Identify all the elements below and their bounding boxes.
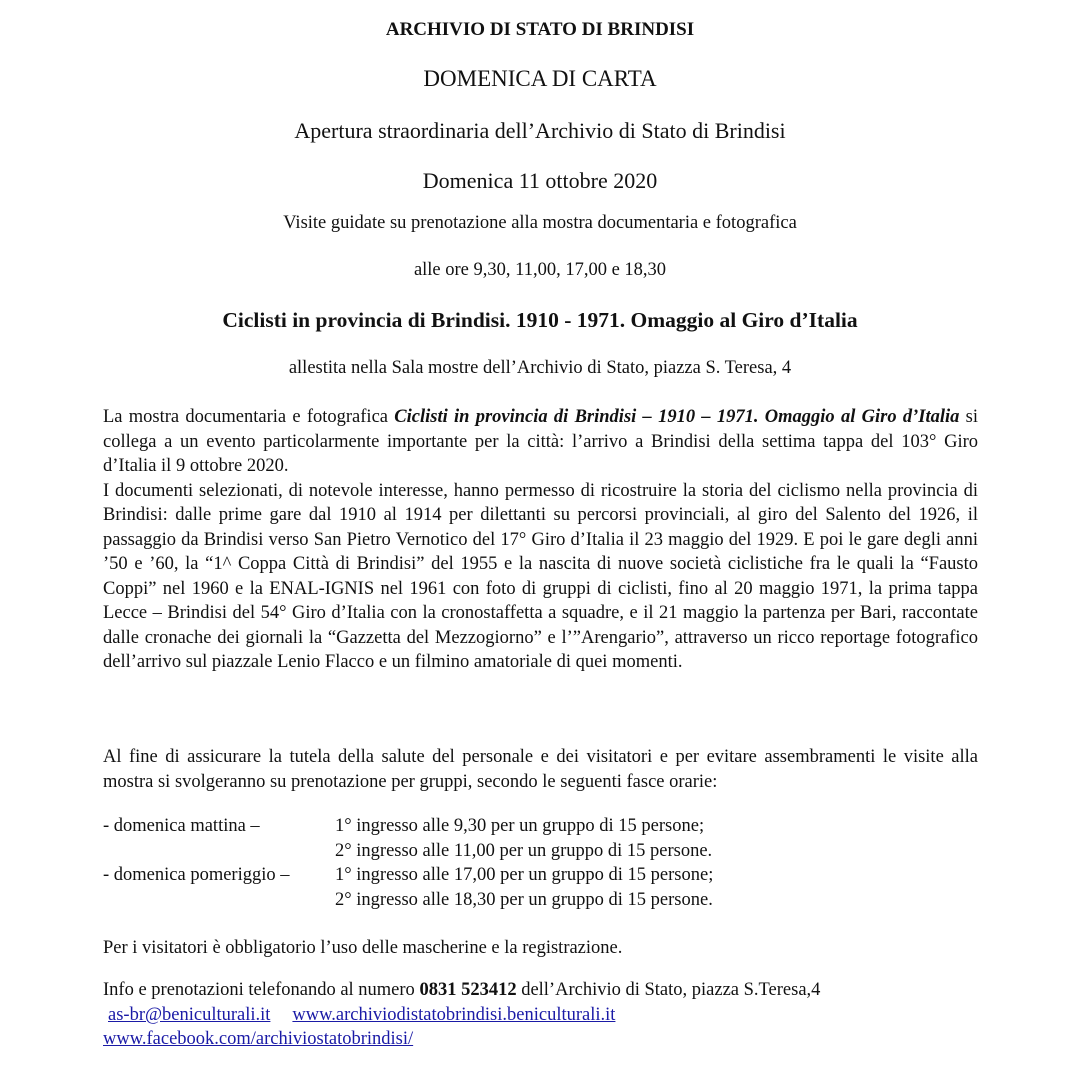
- schedule-entry: 2° ingresso alle 18,30 per un gruppo di 15 persone.: [335, 889, 713, 910]
- event-title: DOMENICA DI CARTA: [423, 66, 657, 91]
- schedule-entry: 2° ingresso alle 11,00 per un gruppo di 15 persone.: [335, 840, 713, 861]
- history-paragraph: I documenti selezionati, di notevole interesse, hanno permesso di ricostruire la storia del ciclismo nella provincia di Brindisi: dalle prime gare dal 1910 al 1914 per dilettanti su percorsi provinciali, al giro del Salento del 1926, il passaggio da Brindisi verso San Pietro Vernotico del 17° Giro d’Italia il 23 maggio del 1929. E poi le gare degli anni ’50 e ’60, la “1^ Coppa Città di Brindisi” del 1955 e la nascita di nuove società ciclistiche fra le quali la “Fausto Coppi” nel 1960 e la ENAL-IGNIS nel 1961 con foto di gruppi di ciclisti, fino al 20 maggio 1971, la prima tappa Lecce – Brindisi del 54° Giro d’Italia con la cronostaffetta a squadre, e il 21 maggio la partenza per Bari, raccontate dalle cronache dei giornali la “Gazzetta del Mezzogiorno” e l’”Arengario”, attraverso un ricco reportage fotografico dell’arrivo sul piazzale Lenio Flacco e un filmino amatoriale di quei momenti.: [103, 480, 978, 672]
- safety-paragraph: Al fine di assicurare la tutela della salute del personale e dei visitatori e per evitare assembramenti le visite alla mostra si svolgeranno su prenotazione per gruppi, secondo le seguenti fasce orarie:: [103, 747, 978, 792]
- schedule-label: - domenica mattina –: [103, 816, 260, 836]
- event-date: Domenica 11 ottobre 2020: [422, 168, 658, 193]
- schedule-entry: 1° ingresso alle 9,30 per un gruppo di 15 persone;: [335, 816, 705, 836]
- visits-description: Visite guidate su prenotazione alla mostra documentaria e fotografica: [283, 213, 797, 233]
- phone-number: 0831 523412: [419, 980, 517, 1000]
- contact-info: [103, 980, 820, 1001]
- facebook-link[interactable]: www.facebook.com/archiviostatobrindisi/: [103, 1029, 414, 1049]
- paragraph-rest: si collega a un evento particolarmente importante per la città: l’arrivo a Brindisi della settima tappa del 103° Giro d’Italia il 9 ottobre 2020.: [103, 407, 978, 476]
- exhibition-title: Ciclisti in provincia di Brindisi. 1910 - 1971. Omaggio al Giro d’Italia: [222, 308, 858, 332]
- contact-links: [108, 1005, 615, 1026]
- schedule-label: - domenica pomeriggio –: [103, 865, 290, 885]
- schedule-entry: 1° ingresso alle 17,00 per un gruppo di 15 persone;: [335, 865, 714, 885]
- paragraph-lead: La mostra documentaria e fotografica: [103, 407, 395, 427]
- mask-notice: Per i visitatori è obbligatorio l’uso delle mascherine e la registrazione.: [103, 938, 623, 958]
- email-link[interactable]: as-br@beniculturali.it: [108, 1005, 271, 1025]
- facebook-line: [103, 1029, 413, 1050]
- visit-times: alle ore 9,30, 11,00, 17,00 e 18,30: [413, 260, 667, 280]
- institution-heading: ARCHIVIO DI STATO DI BRINDISI: [385, 19, 695, 40]
- contact-lead: Info e prenotazioni telefonando al numero: [103, 980, 420, 1000]
- website-link[interactable]: www.archiviodistatobrindisi.beniculturali.it: [292, 1005, 616, 1025]
- contact-address: dell’Archivio di Stato, piazza S.Teresa,4: [516, 980, 821, 1000]
- event-subtitle: Apertura straordinaria dell’Archivio di Stato di Brindisi: [294, 118, 786, 143]
- exhibition-title-inline: Ciclisti in provincia di Brindisi – 1910 – 1971. Omaggio al Giro d’Italia: [394, 407, 960, 427]
- exhibition-description: [103, 405, 978, 675]
- exhibition-location: allestita nella Sala mostre dell’Archivio di Stato, piazza S. Teresa, 4: [288, 358, 792, 378]
